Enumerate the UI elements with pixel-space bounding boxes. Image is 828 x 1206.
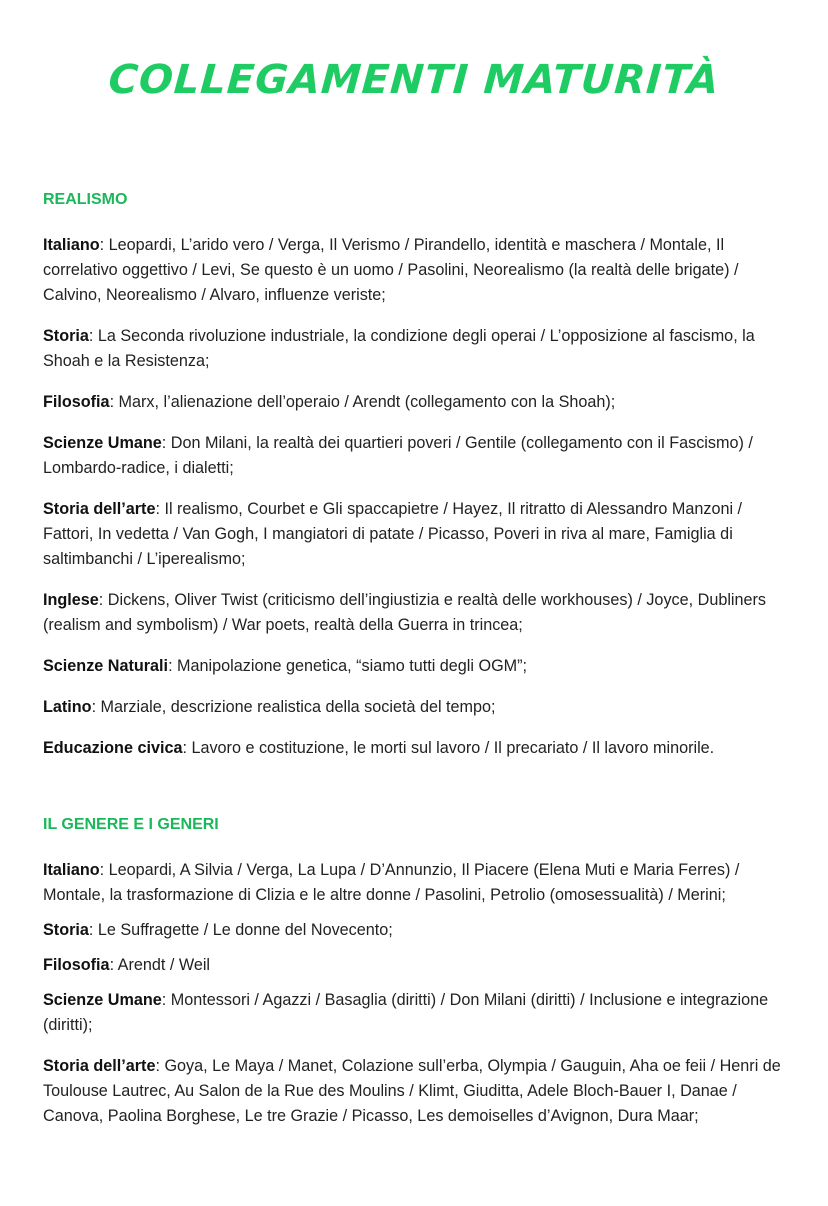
entry-subject: Filosofia [43,393,110,411]
section-heading: IL GENERE E I GENERI [43,816,219,833]
entry-storia-arte [43,497,785,572]
entry-subject: Filosofia [43,956,110,974]
section-realismo [43,186,785,761]
entry-italiano [43,858,785,908]
entry-text: : Le Suffragette / Le donne del Novecento; [88,921,393,939]
section-genere [43,811,785,1129]
entry-text: : Il realismo, Courbet e Gli spaccapietre / Hayez, Il ritratto di Alessandro Manzoni / Fattori, In vedetta / Van Gogh, I mangiatori di patate / Picasso, Poveri in riva al mare, Famiglia di saltimbanchi / L’iperealismo; [43,500,743,568]
entry-subject: Inglese [43,591,99,609]
entry-inglese [43,588,785,638]
entry-storia-arte [43,1054,785,1129]
entry-scienze-naturali [43,654,785,679]
entry-scienze-umane [43,988,785,1038]
entry-storia [43,324,785,374]
entry-text: : Marziale, descrizione realistica della società del tempo; [91,698,496,716]
entry-educazione-civica [43,736,785,761]
entry-text: : Manipolazione genetica, “siamo tutti degli OGM”; [168,657,528,675]
entry-text: : Arendt / Weil [109,956,211,974]
entry-text: : Dickens, Oliver Twist (criticismo dell’ingiustizia e realtà delle workhouses) / Joyce, Dubliners (realism and symbolism) / War poets, realtà della Guerra in trincea; [43,591,767,634]
entry-italiano [43,233,785,308]
entry-text: : Leopardi, L’arido vero / Verga, Il Verismo / Pirandello, identità e maschera / Montale, Il correlativo oggettivo / Levi, Se questo è un uomo / Pasolini, Neorealismo (la realtà delle brigate) / Calvino, Neorealismo / Alvaro, influenze veriste; [43,236,739,304]
entry-text: : Lavoro e costituzione, le morti sul lavoro / Il precariato / Il lavoro minorile. [182,739,715,757]
entry-text: : Leopardi, A Silvia / Verga, La Lupa / D’Annunzio, Il Piacere (Elena Muti e Maria Ferres) / Montale, la trasformazione di Clizia e le altre donne / Pasolini, Petrolio (omosessualità) / Merini; [43,861,740,904]
entry-text: : Don Milani, la realtà dei quartieri poveri / Gentile (collegamento con il Fascismo) / Lombardo-radice, i dialetti; [43,434,753,477]
entry-subject: Latino [43,698,92,716]
entry-subject: Scienze Umane [43,991,162,1009]
entry-filosofia [43,390,785,415]
entry-subject: Storia dell’arte [43,500,156,518]
entry-text: : Montessori / Agazzi / Basaglia (diritti) / Don Milani (diritti) / Inclusione e integrazione (diritti); [43,991,769,1034]
entry-text: : Goya, Le Maya / Manet, Colazione sull’erba, Olympia / Gauguin, Aha oe feii / Henri de Toulouse Lautrec, Au Salon de la Rue des Moulins / Klimt, Giuditta, Adele Bloch-Bauer I, Danae / Canova, Paolina Borghese, Le tre Grazie / Picasso, Les demoiselles d’Avignon, Dura Maar; [43,1057,781,1125]
page-title: COLLEGAMENTI MATURITÀ [107,57,721,103]
entry-subject: Educazione civica [43,739,183,757]
entry-subject: Scienze Naturali [43,657,169,675]
entry-subject: Storia dell’arte [43,1057,156,1075]
entry-text: : La Seconda rivoluzione industriale, la condizione degli operai / L’opposizione al fascismo, la Shoah e la Resistenza; [43,327,755,370]
section-heading: REALISMO [43,191,128,208]
entry-subject: Italiano [43,236,100,254]
entry-storia [43,918,785,943]
entry-subject: Storia [43,921,89,939]
entry-text: : Marx, l’alienazione dell’operaio / Arendt (collegamento con la Shoah); [109,393,616,411]
entry-subject: Scienze Umane [43,434,162,452]
entry-filosofia [43,953,785,978]
entry-subject: Italiano [43,861,100,879]
entry-scienze-umane [43,431,785,481]
entry-subject: Storia [43,327,89,345]
document-body [43,186,785,1145]
entry-latino [43,695,785,720]
